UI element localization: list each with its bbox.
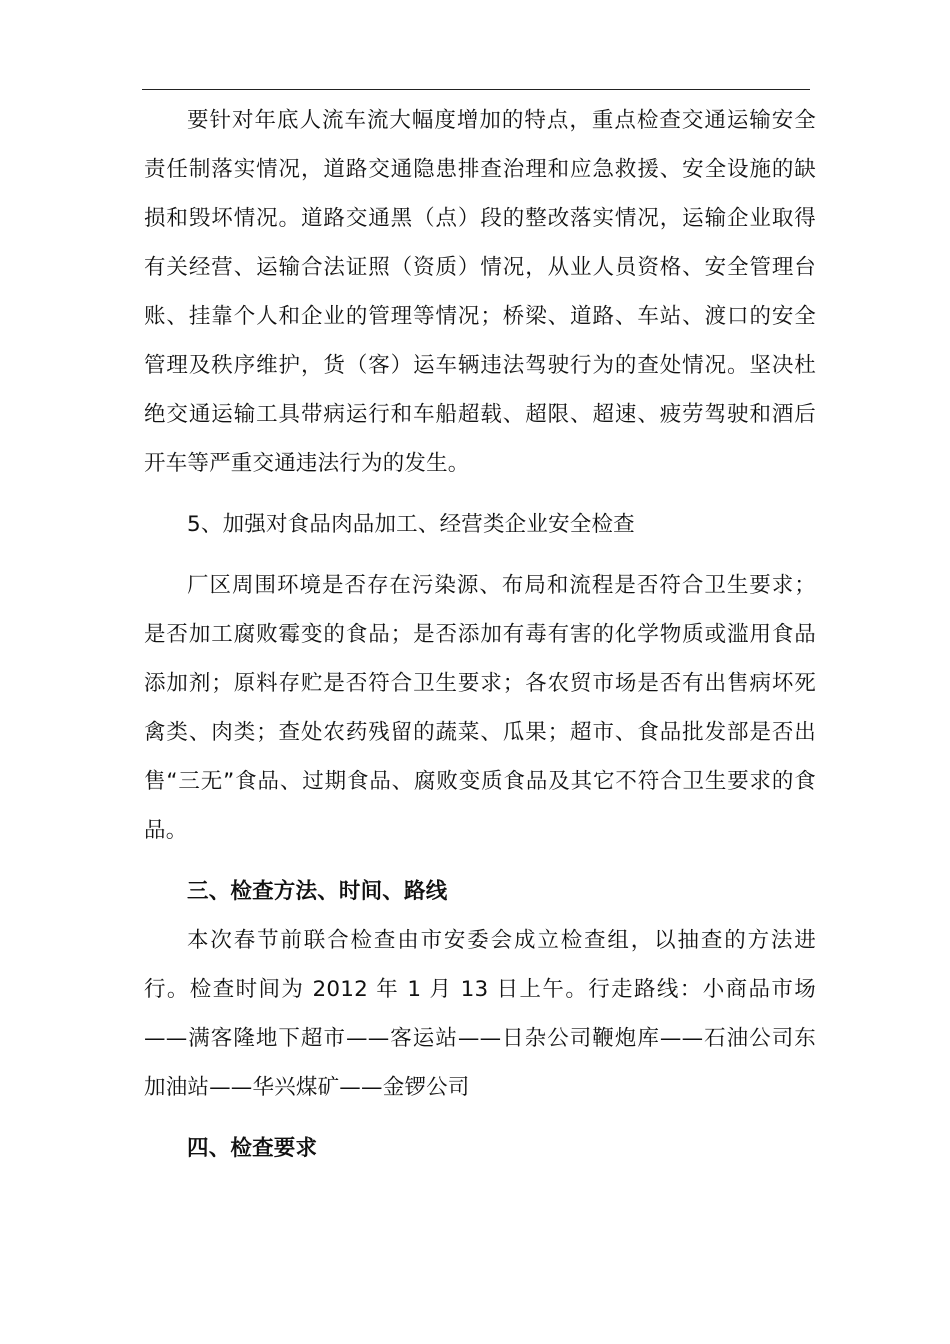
section-four-heading: 四、检查要求 — [187, 1136, 318, 1161]
section-three-heading: 三、检查方法、时间、路线 — [187, 879, 448, 904]
food-section-title: 5、加强对食品肉品加工、经营类企业安全检查 — [187, 512, 635, 537]
paragraph-gap — [144, 549, 816, 561]
paragraph-gap — [144, 855, 816, 867]
paragraph-gap — [144, 1112, 816, 1124]
food-inspection-paragraph: 厂区周围环境是否存在污染源、布局和流程是否符合卫生要求；是否加工腐败霉变的食品；是否添加有毒有害的化学物质或滥用食品添加剂；原料存贮是否符合卫生要求；各农贸市场是否有出售病坏死禽类、肉类；查处农药残留的蔬菜、瓜果；超市、食品批发部是否出售“三无”食品、过期食品、腐败变质食品及其它不符合卫生要求的食品。 — [144, 573, 816, 843]
document-body — [144, 96, 816, 1173]
paragraph-gap — [144, 488, 816, 500]
traffic-inspection-paragraph: 要针对年底人流车流大幅度增加的特点，重点检查交通运输安全责任制落实情况，道路交通隐患排查治理和应急救援、安全设施的缺损和毁坏情况。道路交通黑（点）段的整改落实情况，运输企业取得有关经营、运输合法证照（资质）情况，从业人员资格、安全管理台账、挂靠个人和企业的管理等情况；桥梁、道路、车站、渡口的安全管理及秩序维护，货（客）运车辆违法驾驶行为的查处情况。坚决杜绝交通运输工具带病运行和车船超载、超限、超速、疲劳驾驶和酒后开车等严重交通违法行为的发生。 — [144, 108, 816, 476]
method-route-paragraph: 本次春节前联合检查由市安委会成立检查组，以抽查的方法进行。检查时间为 2012 年 1 月 13 日上午。行走路线：小商品市场——满客隆地下超市——客运站——日杂公司鞭炮库——石油公司东加油站——华兴煤矿——金锣公司 — [144, 928, 816, 1100]
header-rule — [142, 89, 810, 90]
